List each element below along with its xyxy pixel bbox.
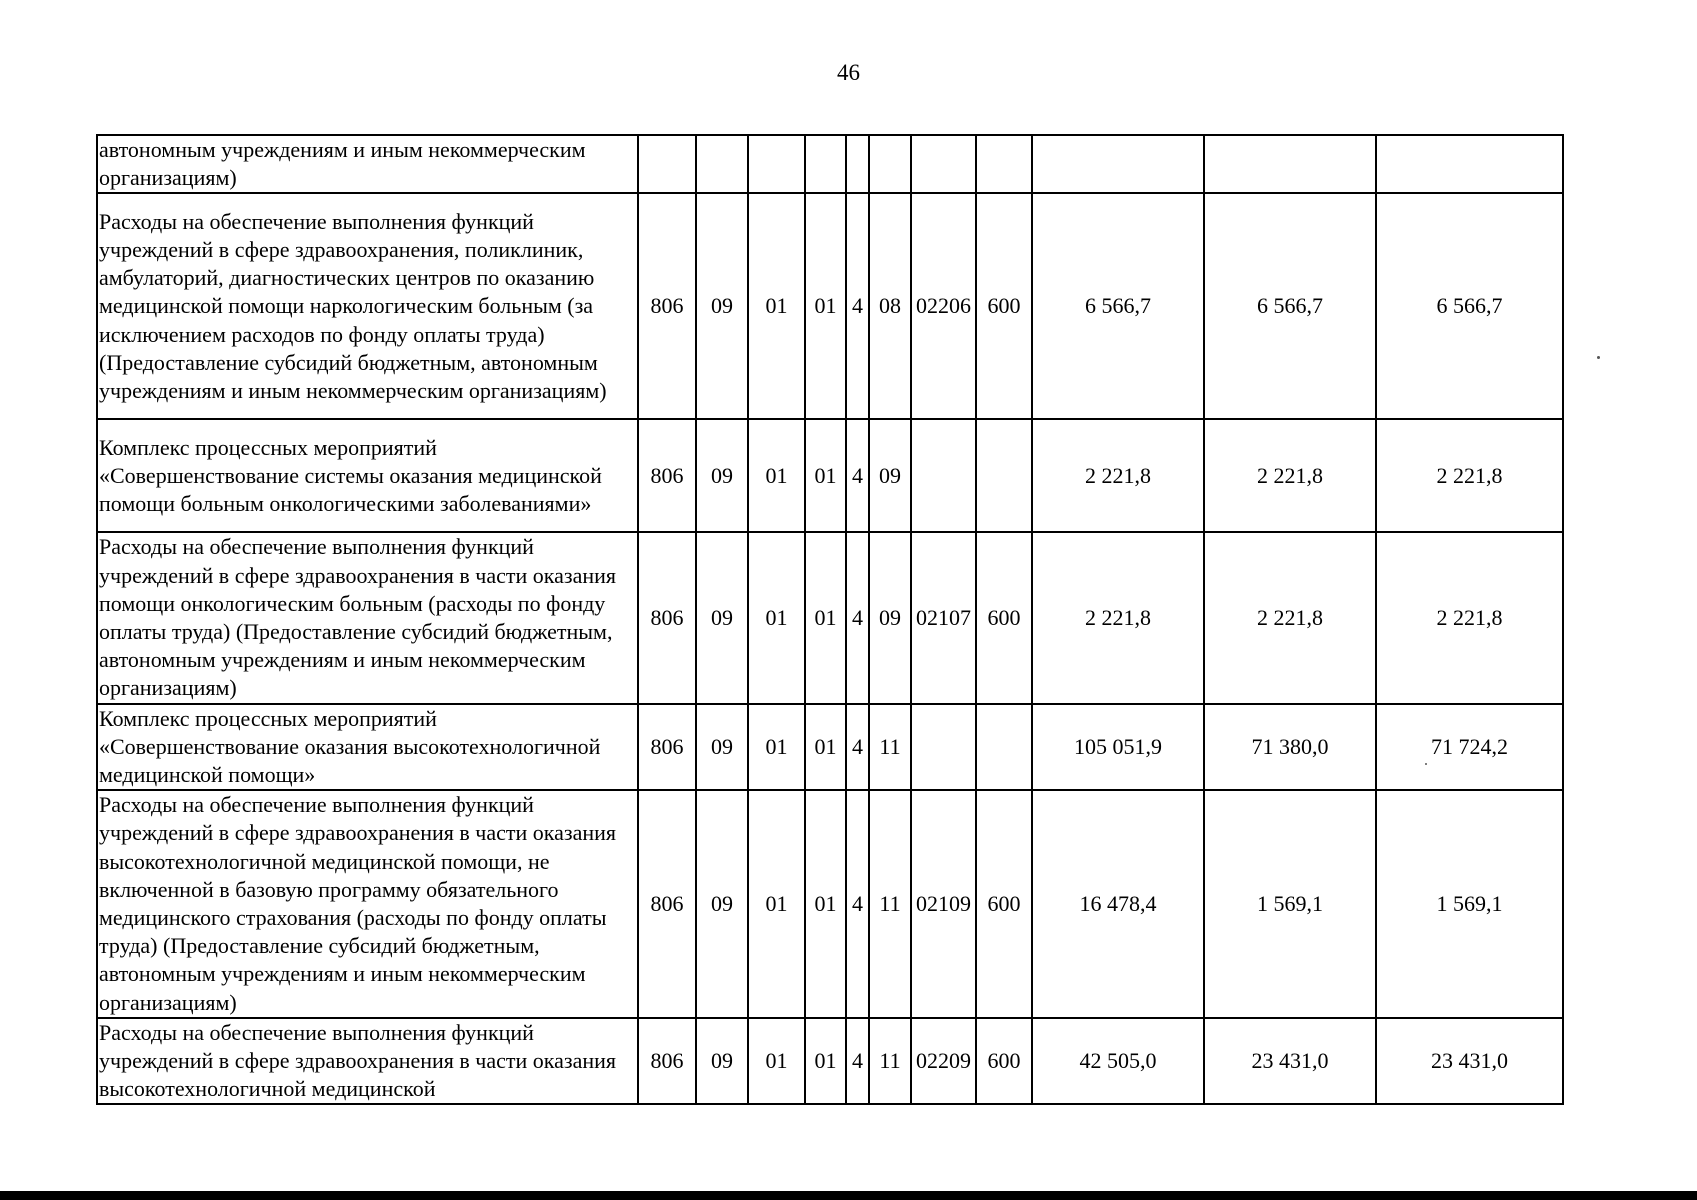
table-row	[97, 193, 1563, 419]
cell-amount-1: 6 566,7	[1032, 193, 1204, 419]
row-name: Комплекс процессных мероприятий «Совершенствование оказания высокотехнологичной медицинской помощи»	[97, 704, 638, 791]
scan-edge-bar	[0, 1191, 1697, 1200]
cell-csr-3: 09	[869, 419, 911, 532]
cell-rz: 09	[696, 532, 748, 703]
cell-amount-3: 2 221,8	[1376, 419, 1563, 532]
cell-amount-2: 6 566,7	[1204, 193, 1376, 419]
cell-vr: 600	[976, 790, 1032, 1018]
cell-csr-1: 01	[805, 193, 846, 419]
cell-csr-2	[846, 135, 869, 193]
cell-gr: 806	[638, 193, 696, 419]
cell-amount-1: 105 051,9	[1032, 704, 1204, 791]
cell-pr: 01	[748, 790, 805, 1018]
cell-vr	[976, 135, 1032, 193]
cell-csr-1: 01	[805, 704, 846, 791]
cell-rz	[696, 135, 748, 193]
cell-csr-4: 02206	[911, 193, 976, 419]
cell-rz: 09	[696, 1018, 748, 1105]
cell-csr-2: 4	[846, 193, 869, 419]
cell-pr: 01	[748, 532, 805, 703]
scan-speck	[1597, 356, 1600, 359]
cell-amount-3	[1376, 135, 1563, 193]
cell-csr-2: 4	[846, 790, 869, 1018]
cell-amount-2: 1 569,1	[1204, 790, 1376, 1018]
cell-csr-3: 11	[869, 1018, 911, 1105]
cell-vr: 600	[976, 532, 1032, 703]
cell-csr-4: 02107	[911, 532, 976, 703]
cell-csr-1: 01	[805, 532, 846, 703]
cell-amount-2: 71 380,0	[1204, 704, 1376, 791]
cell-amount-1	[1032, 135, 1204, 193]
cell-csr-3: 11	[869, 790, 911, 1018]
cell-gr: 806	[638, 532, 696, 703]
table-row	[97, 704, 1563, 791]
cell-csr-4	[911, 135, 976, 193]
cell-gr: 806	[638, 790, 696, 1018]
cell-csr-1	[805, 135, 846, 193]
cell-vr: 600	[976, 193, 1032, 419]
cell-amount-2: 23 431,0	[1204, 1018, 1376, 1105]
cell-amount-1: 2 221,8	[1032, 419, 1204, 532]
row-name: Расходы на обеспечение выполнения функций учреждений в сфере здравоохранения в части оказания помощи онкологическим больным (расходы по фонду оплаты труда) (Предоставление субсидий бюджетным, автономным учреждениям и иным некоммерческим организациям)	[97, 532, 638, 703]
cell-csr-4: 02109	[911, 790, 976, 1018]
cell-csr-3: 08	[869, 193, 911, 419]
cell-csr-2: 4	[846, 1018, 869, 1105]
budget-table	[96, 134, 1564, 1105]
cell-csr-3	[869, 135, 911, 193]
cell-pr: 01	[748, 419, 805, 532]
cell-gr: 806	[638, 419, 696, 532]
cell-csr-3: 09	[869, 532, 911, 703]
cell-amount-1: 2 221,8	[1032, 532, 1204, 703]
cell-amount-2: 2 221,8	[1204, 532, 1376, 703]
row-name: Расходы на обеспечение выполнения функций учреждений в сфере здравоохранения, поликлиник, амбулаторий, диагностических центров по оказанию медицинской помощи наркологическим больным (за исключением расходов по фонду оплаты труда) (Предоставление субсидий бюджетным, автономным учреждениям и иным некоммерческим организациям)	[97, 193, 638, 419]
cell-gr	[638, 135, 696, 193]
cell-amount-1: 42 505,0	[1032, 1018, 1204, 1105]
cell-amount-2	[1204, 135, 1376, 193]
cell-rz: 09	[696, 790, 748, 1018]
cell-csr-1: 01	[805, 790, 846, 1018]
cell-amount-1: 16 478,4	[1032, 790, 1204, 1018]
table-row	[97, 419, 1563, 532]
page-number: 46	[837, 60, 860, 85]
cell-rz: 09	[696, 704, 748, 791]
cell-gr: 806	[638, 1018, 696, 1105]
table-row	[97, 135, 1563, 193]
cell-amount-3: 1 569,1	[1376, 790, 1563, 1018]
row-name: Расходы на обеспечение выполнения функций учреждений в сфере здравоохранения в части оказания высокотехнологичной медицинской	[97, 1018, 638, 1105]
cell-csr-4	[911, 704, 976, 791]
cell-gr: 806	[638, 704, 696, 791]
table-row	[97, 1018, 1563, 1105]
cell-csr-1: 01	[805, 419, 846, 532]
cell-csr-2: 4	[846, 704, 869, 791]
cell-vr	[976, 419, 1032, 532]
cell-pr	[748, 135, 805, 193]
cell-amount-2: 2 221,8	[1204, 419, 1376, 532]
cell-vr: 600	[976, 1018, 1032, 1105]
cell-pr: 01	[748, 193, 805, 419]
cell-csr-1: 01	[805, 1018, 846, 1105]
row-name: Расходы на обеспечение выполнения функций учреждений в сфере здравоохранения в части оказания высокотехнологичной медицинской помощи, не включенной в базовую программу обязательного медицинского страхования (расходы по фонду оплаты труда) (Предоставление субсидий бюджетным, автономным учреждениям и иным некоммерческим организациям)	[97, 790, 638, 1018]
cell-rz: 09	[696, 193, 748, 419]
cell-csr-3: 11	[869, 704, 911, 791]
row-name: Комплекс процессных мероприятий «Совершенствование системы оказания медицинской помощи больным онкологическими заболеваниями»	[97, 419, 638, 532]
cell-amount-3: 6 566,7	[1376, 193, 1563, 419]
row-name: автономным учреждениям и иным некоммерческим организациям)	[97, 135, 638, 193]
cell-vr	[976, 704, 1032, 791]
cell-amount-3: 71 724,2	[1376, 704, 1563, 791]
scan-speck	[1425, 763, 1427, 765]
cell-rz: 09	[696, 419, 748, 532]
cell-pr: 01	[748, 1018, 805, 1105]
cell-csr-4: 02209	[911, 1018, 976, 1105]
cell-pr: 01	[748, 704, 805, 791]
cell-csr-2: 4	[846, 419, 869, 532]
cell-amount-3: 23 431,0	[1376, 1018, 1563, 1105]
cell-csr-2: 4	[846, 532, 869, 703]
table-row	[97, 532, 1563, 703]
table-row	[97, 790, 1563, 1018]
cell-amount-3: 2 221,8	[1376, 532, 1563, 703]
cell-csr-4	[911, 419, 976, 532]
